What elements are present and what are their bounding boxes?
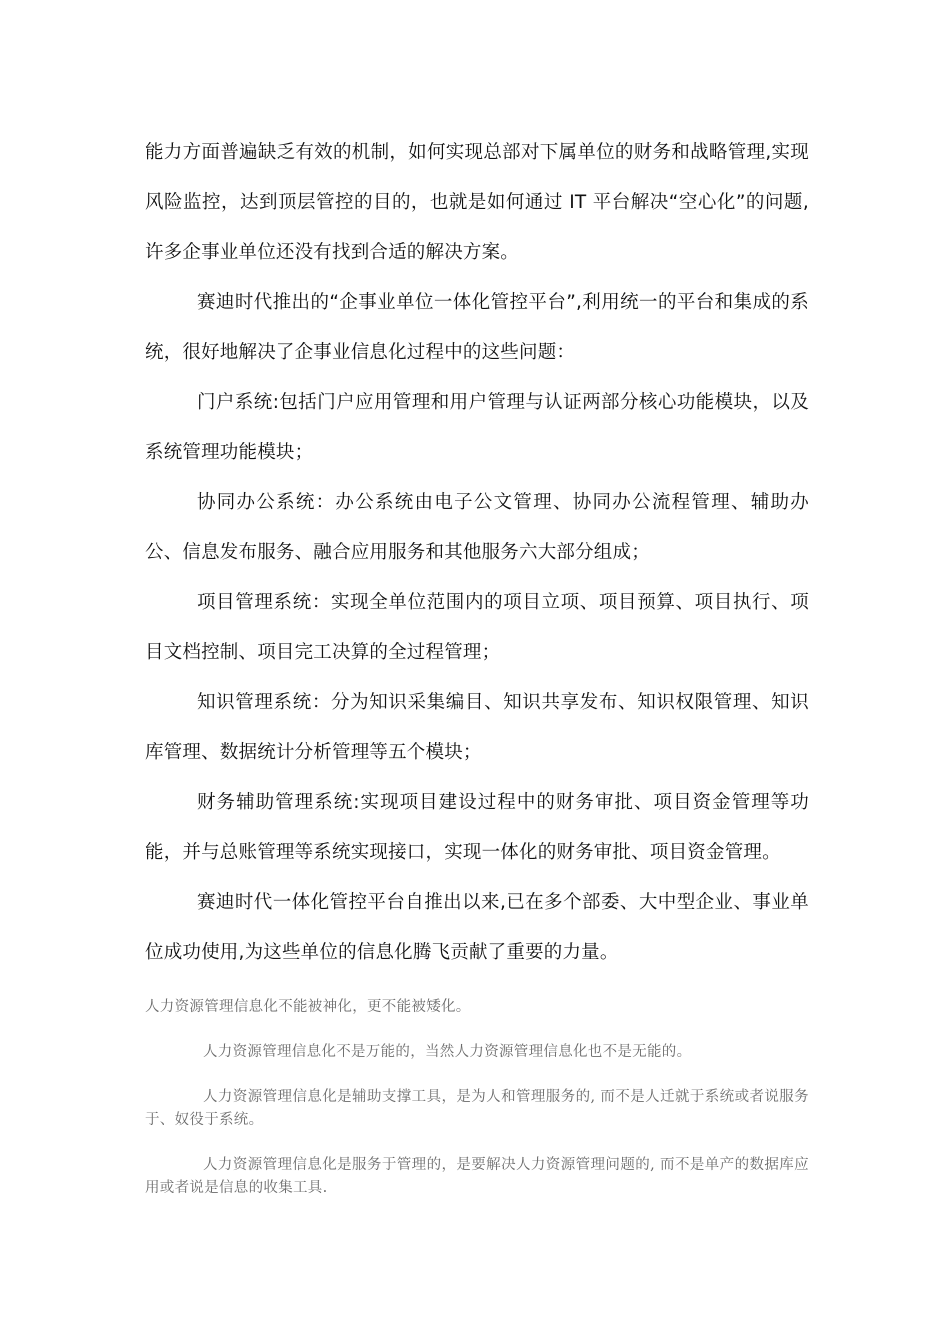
paragraph-knowledge-system: 知识管理系统：分为知识采集编目、知识共享发布、知识权限管理、知识库管理、数据统计分析管理等五个模块； — [145, 692, 809, 763]
main-body — [145, 128, 809, 978]
paragraph-office-system: 协同办公系统：办公系统由电子公文管理、协同办公流程管理、辅助办公、信息发布服务、融合应用服务和其他服务六大部分组成； — [145, 492, 809, 563]
paragraph-conclusion: 赛迪时代一体化管控平台自推出以来,已在多个部委、大中型企业、事业单位成功使用,为这些单位的信息化腾飞贡献了重要的力量。 — [145, 892, 809, 963]
note-paragraph: 人力资源管理信息化是辅助支撑工具，是为人和管理服务的, 而不是人迁就于系统或者说服务于、奴役于系统。 — [145, 1089, 809, 1128]
note-paragraph: 人力资源管理信息化是服务于管理的，是要解决人力资源管理问题的, 而不是单产的数据库应用或者说是信息的收集工具. — [145, 1157, 809, 1196]
paragraph-finance-system: 财务辅助管理系统:实现项目建设过程中的财务审批、项目资金管理等功能，并与总账管理等系统实现接口，实现一体化的财务审批、项目资金管理。 — [145, 792, 809, 863]
paragraph-project-system: 项目管理系统：实现全单位范围内的项目立项、项目预算、项目执行、项目文档控制、项目完工决算的全过程管理； — [145, 592, 809, 663]
paragraph-continuation: 能力方面普遍缺乏有效的机制，如何实现总部对下属单位的财务和战略管理,实现风险监控，达到顶层管控的目的，也就是如何通过 IT 平台解决“空心化”的问题,许多企事业单位还没有找到合适的解决方案。 — [145, 142, 809, 263]
document-page — [145, 128, 809, 1222]
note-paragraph: 人力资源管理信息化不能被神化，更不能被矮化。 — [145, 999, 471, 1015]
paragraph-platform-intro: 赛迪时代推出的“企事业单位一体化管控平台”,利用统一的平台和集成的系统，很好地解决了企事业信息化过程中的这些问题： — [145, 292, 809, 363]
appended-notes — [145, 996, 809, 1200]
paragraph-portal-system: 门户系统:包括门户应用管理和用户管理与认证两部分核心功能模块，以及系统管理功能模块； — [145, 392, 809, 463]
note-paragraph: 人力资源管理信息化不是万能的，当然人力资源管理信息化也不是无能的。 — [203, 1044, 692, 1060]
